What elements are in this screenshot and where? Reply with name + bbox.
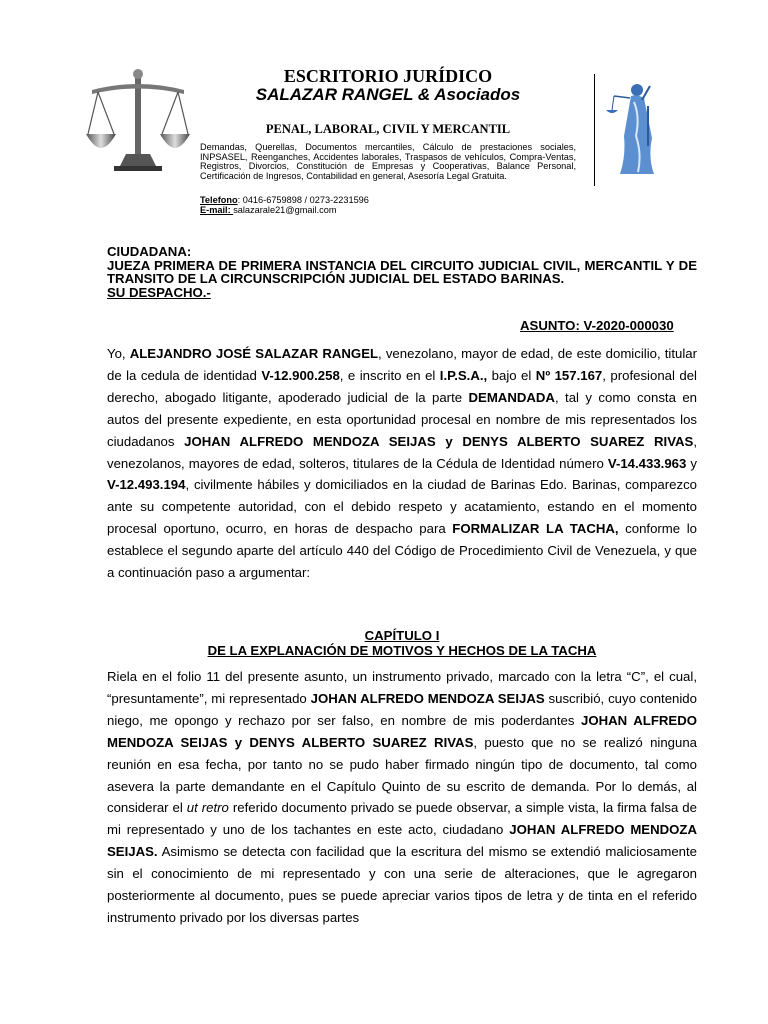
email-value: salazarale21@gmail.com <box>233 204 337 215</box>
case-number: ASUNTO: V-2020-000030 <box>520 318 674 333</box>
addressee-block <box>107 245 697 299</box>
phone-value: : 0416-6759898 / 0273-2231596 <box>237 195 369 205</box>
header-divider <box>594 74 595 186</box>
practice-areas: PENAL, LABORAL, CIVIL Y MERCANTIL <box>265 122 511 136</box>
email-line <box>200 206 369 216</box>
chapter-heading <box>107 628 697 658</box>
contact-block <box>200 196 369 215</box>
intro-paragraph: Yo, ALEJANDRO JOSÉ SALAZAR RANGEL, venezolano, mayor de edad, de este domicilio, titular de la cedula de identidad V-12.900.258, e inscrito en el I.P.S.A., bajo el Nº 157.167, profesional del derecho, abogado litigante, apoderado judicial de la parte DEMANDADA, tal y como consta en autos del presente expediente, en esta oportunidad procesal en nombre de mis representados los ciudadanos JOHAN ALFREDO MENDOZA SEIJAS y DENYS ALBERTO SUAREZ RIVAS, venezolanos, mayores de edad, solteros, titulares de la Cédula de Identidad número V-14.433.963 y V-12.493.194, civilmente hábiles y domiciliados en la ciudad de Barinas Edo. Barinas, comparezco ante su competente autoridad, con el debido respeto y acatamiento, estando en el momento procesal oportuno, ocurro, en horas de despacho para FORMALIZAR LA TACHA, conforme lo establece el segundo aparte del artículo 440 del Código de Procedimiento Civil de Venezuela, y que a continuación paso a argumentar: <box>107 346 698 581</box>
lady-justice-icon <box>604 76 662 176</box>
chapter-paragraph: Riela en el folio 11 del presente asunto, un instrumento privado, marcado con la letra “C”, el cual, “presuntamente”, mi representado JOHAN ALFREDO MENDOZA SEIJAS suscribió, cuyo contenido niego, me opongo y rechazo por ser falso, en nombre de mis poderdantes JOHAN ALFREDO MENDOZA SEIJAS y DENYS ALBERTO SUAREZ RIVAS, puesto que no se realizó ninguna reunión en esa fecha, por tanto no se pudo haber firmado ningún tipo de documento, tal como asevera la parte demandante en el Capítulo Quinto de su escrito de demanda. Por lo demás, al considerar el ut retro referido documento privado se puede observar, a simple vista, la firma falsa de mi representado y uno de los tachantes en este acto, ciudadano JOHAN ALFREDO MENDOZA SEIJAS. Asimismo se detecta con facilidad que la escritura del mismo se extendió maliciosamente sin el conocimiento de mi representado y con una serie de alteraciones, que le agregaron posteriormente al documento, pues se puede apreciar varios tipos de letra y de tinta en el referido instrumento privado por los diversas partes <box>107 669 698 925</box>
email-label: E-mail: <box>200 204 234 215</box>
firm-title: ESCRITORIO JURÍDICO <box>283 66 493 86</box>
chapter-title: DE LA EXPLANACIÓN DE MOTIVOS Y HECHOS DE LA TACHA <box>207 643 597 658</box>
phone-label: Telefono <box>200 195 238 205</box>
addressee-court: JUEZA PRIMERA DE PRIMERA INSTANCIA DEL CIRCUITO JUDICIAL CIVIL, MERCANTIL Y DE TRANSITO DE LA CIRCUNSCRIPCIÓN JUDICIAL DEL ESTADO BARINAS. <box>107 257 697 287</box>
chapter-number: CAPÍTULO I <box>364 628 440 643</box>
firm-name: SALAZAR RANGEL & Asociados <box>255 85 521 104</box>
addressee-salutation: CIUDADANA: <box>107 244 192 259</box>
services-list: Demandas, Querellas, Documentos mercantiles, Cálculo de prestaciones sociales, INPSASEL, Reenganches, Accidentes laborales, Traspasos de vehículos, Compra-Ventas, Registros, Divorcios, Constitución de Empresas y Cooperativas, Balance Personal, Certificación de Ingresos, Contabilidad en general, Asesoría Legal Gratuita. <box>200 142 576 181</box>
scales-of-justice-icon <box>84 66 192 174</box>
addressee-office: SU DESPACHO.- <box>107 284 211 300</box>
